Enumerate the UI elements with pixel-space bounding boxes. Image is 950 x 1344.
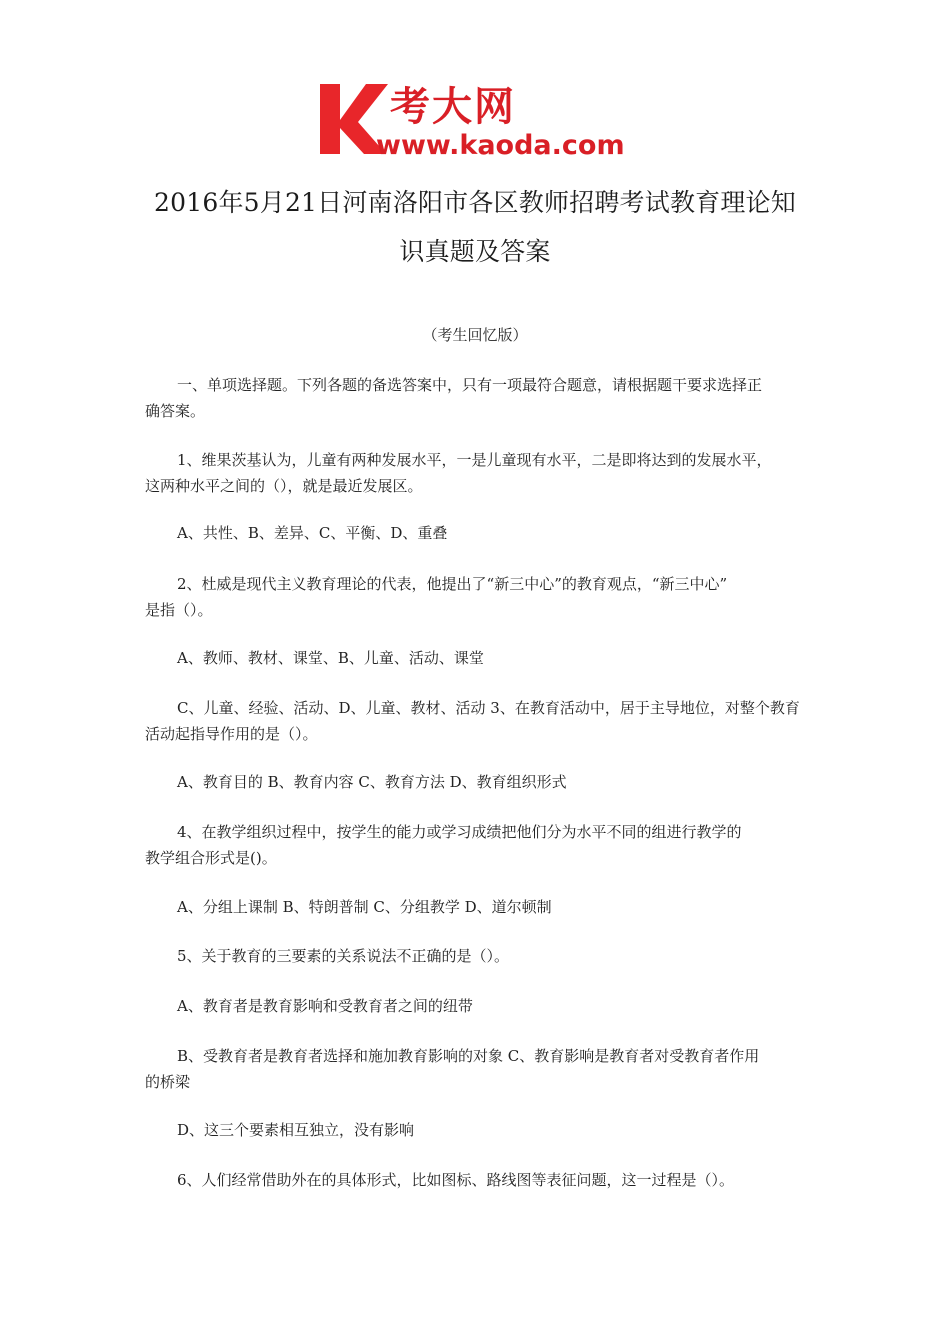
question-2 (145, 571, 807, 623)
question-4 (145, 819, 807, 871)
question-1-line-2: 这两种水平之间的（），就是最近发展区。 (145, 477, 423, 495)
section-intro-line-2: 确答案。 (145, 402, 206, 420)
document-title-line-1: 2016年5月21日河南洛阳市各区教师招聘考试教育理论知 (154, 188, 796, 217)
question-2-line-1: 2、杜威是现代主义教育理论的代表，他提出了“新三中心”的教育观点，“新三中心” (177, 575, 728, 593)
question-5-option-d: D、这三个要素相互独立，没有影响 (177, 1121, 415, 1139)
logo-brand-text: 考大网 (390, 84, 516, 130)
question-5-options-bc-line-2: 的桥梁 (145, 1073, 191, 1091)
question-5-options-bc-line-1: B、受教育者是教育者选择和施加教育影响的对象 C、教育影响是教育者对受教育者作用 (177, 1047, 760, 1065)
logo-url-text: www.kaoda.com (376, 130, 625, 161)
question-1-options: A、共性、B、差异、C、平衡、D、重叠 (177, 524, 448, 542)
section-intro-line-1: 一、单项选择题。下列各题的备选答案中，只有一项最符合题意，请根据题干要求选择正 (177, 376, 763, 394)
question-4-options: A、分组上课制 B、特朗普制 C、分组教学 D、道尔顿制 (177, 898, 552, 916)
question-5-options-bc (145, 1043, 807, 1095)
document-title-line-2: 识真题及答案 (399, 237, 551, 266)
question-5-option-a: A、教育者是教育影响和受教育者之间的纽带 (177, 997, 473, 1015)
question-6-stem: 6、人们经常借助外在的具体形式，比如图标、路线图等表征问题，这一过程是（）。 (177, 1171, 735, 1189)
question-2-options: A、教师、教材、课堂、B、儿童、活动、课堂 (177, 649, 484, 667)
question-3-line-1: C、儿童、经验、活动、D、儿童、教材、活动 3、在教育活动中，居于主导地位，对整个教育 (177, 699, 800, 717)
question-2-line-2: 是指（）。 (145, 601, 213, 619)
question-4-line-2: 教学组合形式是()。 (145, 849, 277, 867)
question-5-stem: 5、关于教育的三要素的关系说法不正确的是（）。 (177, 947, 510, 965)
question-3-options: A、教育目的 B、教育内容 C、教育方法 D、教育组织形式 (177, 773, 567, 791)
document-subtitle: （考生回忆版） (422, 326, 528, 344)
question-3-line-2: 活动起指导作用的是（）。 (145, 725, 318, 743)
question-3 (145, 695, 807, 747)
section-intro (145, 372, 807, 424)
question-4-line-1: 4、在教学组织过程中，按学生的能力或学习成绩把他们分为水平不同的组进行教学的 (177, 823, 742, 841)
kaoda-logo (318, 76, 648, 166)
question-1 (145, 447, 807, 499)
question-1-line-1: 1、维果茨基认为，儿童有两种发展水平，一是儿童现有水平，二是即将达到的发展水平， (177, 451, 772, 469)
